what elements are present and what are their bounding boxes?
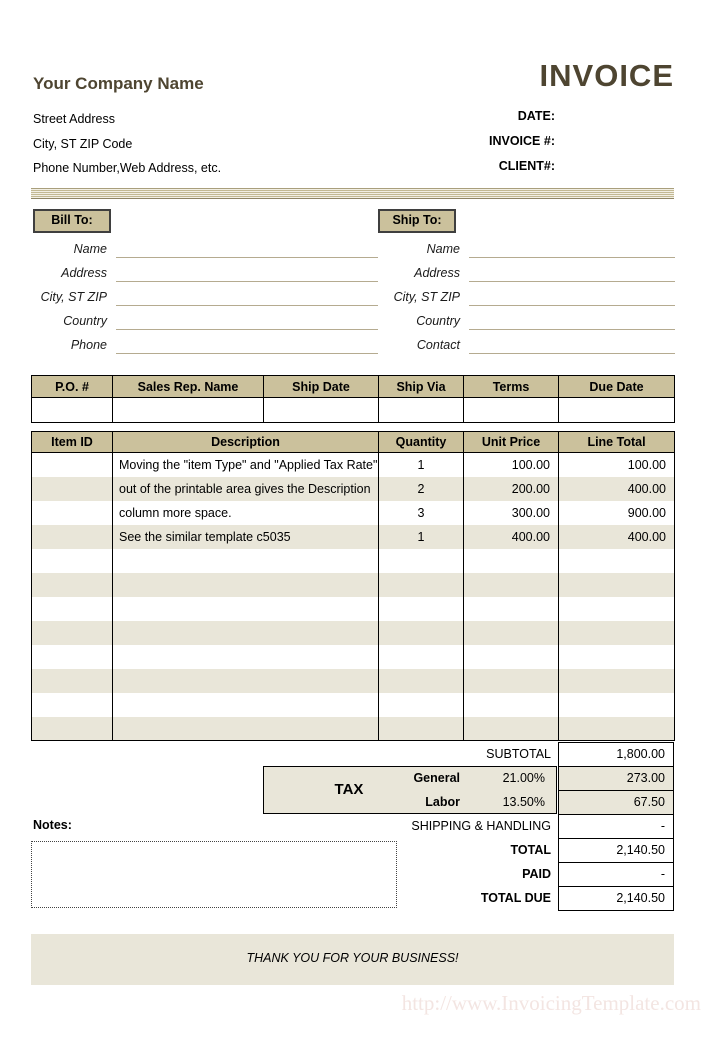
notes-label: Notes: xyxy=(33,818,72,832)
company-name: Your Company Name xyxy=(33,74,204,93)
paid-label: PAID xyxy=(522,867,551,881)
date-label: DATE: xyxy=(517,109,555,123)
item-id-cell[interactable] xyxy=(32,525,113,549)
line-total-cell: 400.00 xyxy=(559,525,675,549)
line-total-cell: 100.00 xyxy=(559,453,675,477)
quantity-header: Quantity xyxy=(379,432,464,453)
ship-to-country-input[interactable] xyxy=(469,310,675,330)
due-date-cell[interactable] xyxy=(559,398,675,423)
ship-to-fields xyxy=(378,238,675,358)
bill-to-address-input[interactable] xyxy=(116,262,378,282)
tax-general-label: General xyxy=(413,771,460,785)
po-number-header: P.O. # xyxy=(32,376,113,398)
unit-price-cell[interactable]: 200.00 xyxy=(464,477,559,501)
quantity-cell[interactable]: 3 xyxy=(379,501,464,525)
tax-general-row xyxy=(31,766,674,791)
company-address-line: Phone Number,Web Address, etc. xyxy=(33,161,222,176)
quantity-cell[interactable]: 2 xyxy=(379,477,464,501)
shipping-label: SHIPPING & HANDLING xyxy=(411,819,551,833)
item-id-cell[interactable] xyxy=(32,477,113,501)
ship-via-header: Ship Via xyxy=(379,376,464,398)
line-total-cell: 400.00 xyxy=(559,477,675,501)
description-cell[interactable]: out of the printable area gives the Description xyxy=(113,477,379,501)
watermark: http://www.InvoicingTemplate.com xyxy=(401,991,701,1015)
due-date-header: Due Date xyxy=(559,376,675,398)
ship-date-cell[interactable] xyxy=(264,398,379,423)
description-cell[interactable]: column more space. xyxy=(113,501,379,525)
tax-labor-rate[interactable]: 13.50% xyxy=(502,795,545,809)
client-number-label: CLIENT#: xyxy=(498,158,555,173)
company-address-line: Street Address xyxy=(33,112,115,126)
ship-to-contact-label: Contact xyxy=(416,338,460,352)
company-address xyxy=(33,109,221,183)
line-total-cell: 900.00 xyxy=(559,501,675,525)
ship-to-country-label: Country xyxy=(416,314,460,328)
ship-via-cell[interactable] xyxy=(379,398,464,423)
bill-to-button[interactable]: Bill To: xyxy=(33,209,111,233)
items-table xyxy=(31,431,675,741)
sales-rep-cell[interactable] xyxy=(113,398,264,423)
table-row-empty xyxy=(32,549,675,573)
ship-to-address-input[interactable] xyxy=(469,262,675,282)
ship-to-address-label: Address xyxy=(414,266,460,280)
tax-general-rate[interactable]: 21.00% xyxy=(502,771,545,785)
order-info-table xyxy=(31,375,675,423)
table-row-empty xyxy=(32,693,675,717)
shipping-value[interactable]: - xyxy=(558,814,674,839)
terms-header: Terms xyxy=(464,376,559,398)
tax-labor-label: Labor xyxy=(425,795,460,809)
table-row-empty xyxy=(32,621,675,645)
subtotal-row xyxy=(31,742,674,767)
table-row xyxy=(32,525,675,549)
total-due-label: TOTAL DUE xyxy=(480,891,551,905)
total-due-value: 2,140.50 xyxy=(558,886,674,911)
bill-to-phone-label: Phone xyxy=(70,338,107,352)
tax-labor-row xyxy=(31,790,674,815)
paid-value[interactable]: - xyxy=(558,862,674,887)
ship-to-name-label: Name xyxy=(426,242,460,256)
item-id-cell[interactable] xyxy=(32,453,113,477)
bill-to-fields xyxy=(33,238,378,358)
item-id-cell[interactable] xyxy=(32,501,113,525)
subtotal-value: 1,800.00 xyxy=(558,742,674,767)
table-row-empty xyxy=(32,573,675,597)
total-label: TOTAL xyxy=(510,843,551,857)
tax-labor-value: 67.50 xyxy=(558,790,674,815)
table-row xyxy=(32,453,675,477)
bill-to-address-label: Address xyxy=(61,266,107,280)
table-row-empty xyxy=(32,597,675,621)
description-cell[interactable]: Moving the "item Type" and "Applied Tax Rate" xyxy=(113,453,379,477)
table-row xyxy=(32,501,675,525)
totals-section xyxy=(31,742,674,911)
invoice-meta xyxy=(330,106,555,180)
table-row xyxy=(32,477,675,501)
unit-price-cell[interactable]: 300.00 xyxy=(464,501,559,525)
invoice-number-label: INVOICE #: xyxy=(489,133,555,148)
quantity-cell[interactable]: 1 xyxy=(379,453,464,477)
bill-to-country-input[interactable] xyxy=(116,310,378,330)
subtotal-label: SUBTOTAL xyxy=(486,747,551,761)
po-number-cell[interactable] xyxy=(32,398,113,423)
bill-to-name-label: Name xyxy=(73,242,107,256)
unit-price-cell[interactable]: 100.00 xyxy=(464,453,559,477)
tax-general-value: 273.00 xyxy=(558,766,674,791)
ship-to-button[interactable]: Ship To: xyxy=(378,209,456,233)
tax-title: TAX xyxy=(334,781,364,798)
header-divider xyxy=(31,188,674,199)
ship-to-city-input[interactable] xyxy=(469,286,675,306)
company-address-line: City, ST ZIP Code xyxy=(33,136,133,151)
line-total-header: Line Total xyxy=(559,432,675,453)
description-cell[interactable]: See the similar template c5035 xyxy=(113,525,379,549)
ship-to-name-input[interactable] xyxy=(469,238,675,258)
total-row xyxy=(31,838,674,863)
bill-to-country-label: Country xyxy=(63,314,107,328)
bill-to-phone-input[interactable] xyxy=(116,334,378,354)
table-row-empty xyxy=(32,717,675,741)
thank-you-banner: THANK YOU FOR YOUR BUSINESS! xyxy=(31,934,674,985)
order-info-row xyxy=(32,398,675,423)
unit-price-header: Unit Price xyxy=(464,432,559,453)
item-id-header: Item ID xyxy=(32,432,113,453)
total-value: 2,140.50 xyxy=(558,838,674,863)
bill-to-city-input[interactable] xyxy=(116,286,378,306)
bill-to-name-input[interactable] xyxy=(116,238,378,258)
total-due-row xyxy=(31,886,674,911)
sales-rep-header: Sales Rep. Name xyxy=(113,376,264,398)
table-row-empty xyxy=(32,669,675,693)
terms-cell[interactable] xyxy=(464,398,559,423)
shipping-row xyxy=(31,814,674,839)
table-row-empty xyxy=(32,645,675,669)
paid-row xyxy=(31,862,674,887)
quantity-cell[interactable]: 1 xyxy=(379,525,464,549)
page-title: INVOICE xyxy=(539,58,674,93)
ship-date-header: Ship Date xyxy=(264,376,379,398)
ship-to-city-label: City, ST ZIP xyxy=(393,290,460,304)
bill-to-city-label: City, ST ZIP xyxy=(40,290,107,304)
description-header: Description xyxy=(113,432,379,453)
ship-to-contact-input[interactable] xyxy=(469,334,675,354)
unit-price-cell[interactable]: 400.00 xyxy=(464,525,559,549)
